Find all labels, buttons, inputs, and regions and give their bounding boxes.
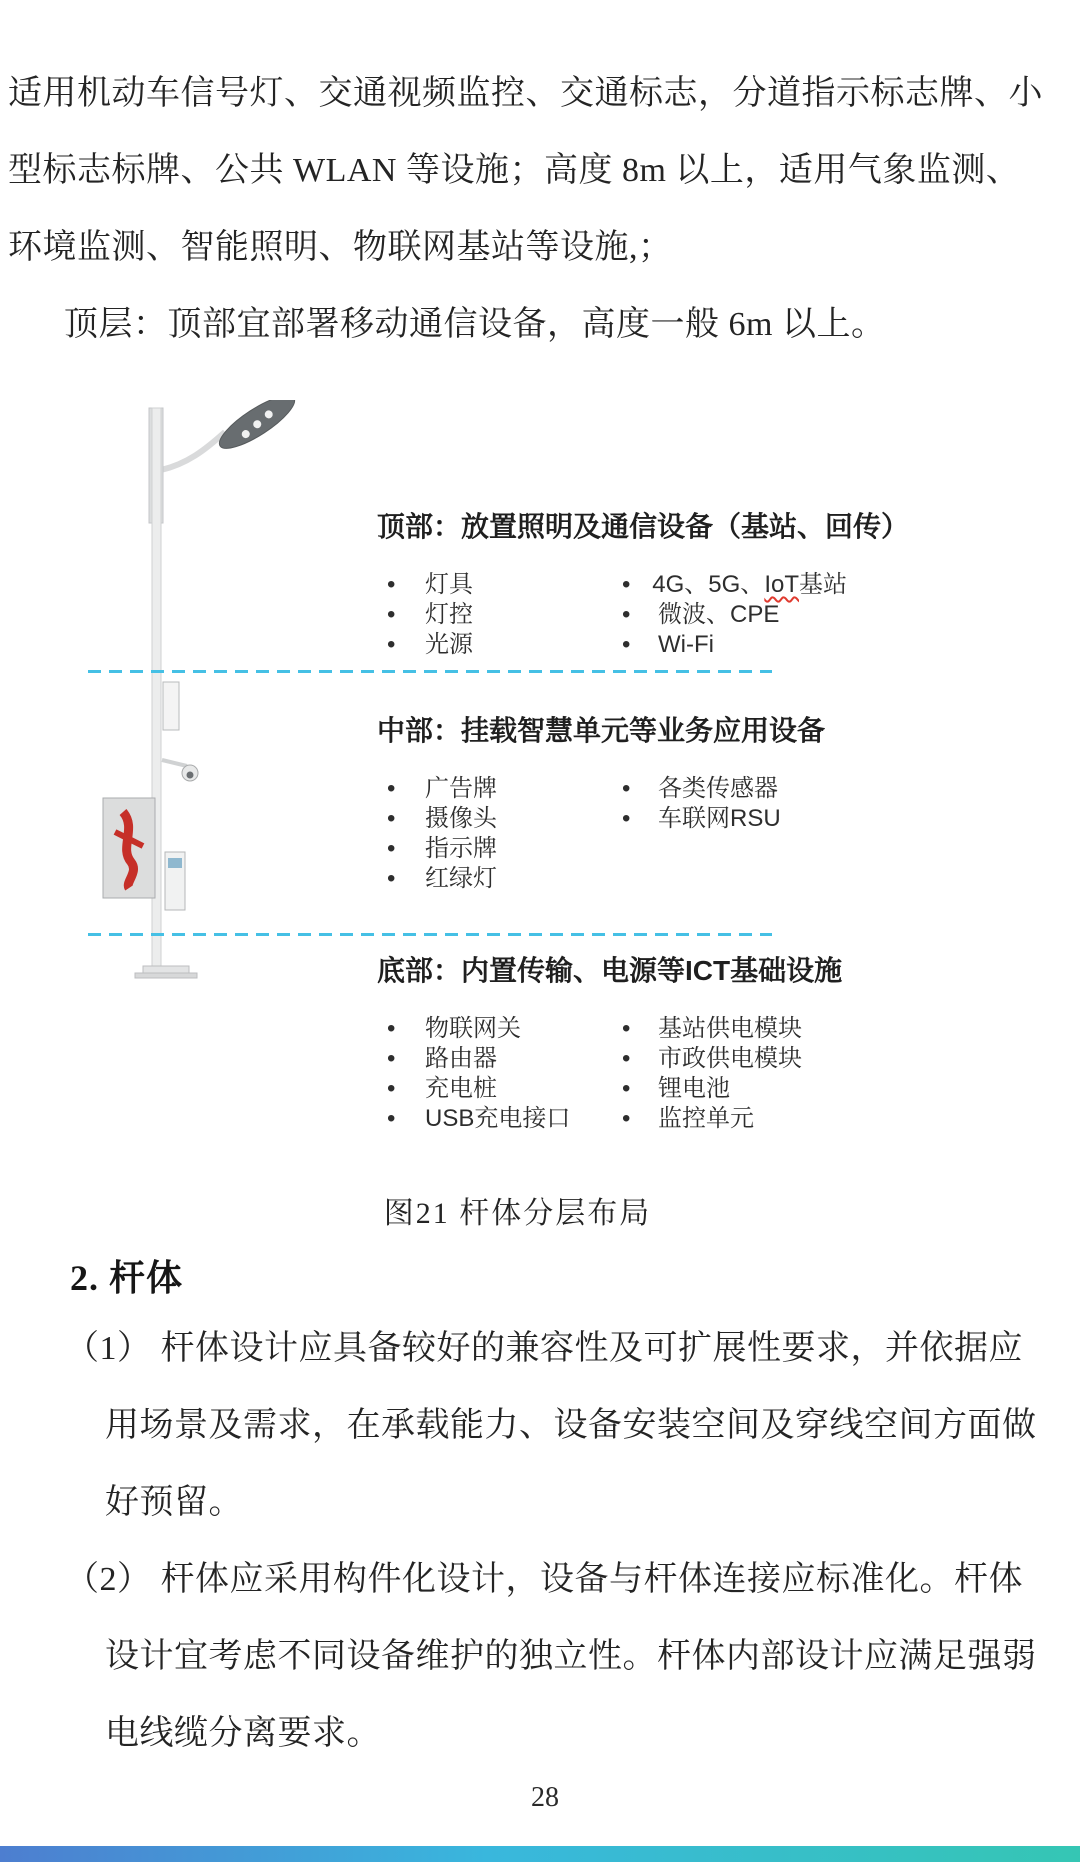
bullet-dot: • bbox=[622, 805, 631, 832]
paragraph-line: 适用机动车信号灯、交通视频监控、交通标志，分道指示标志牌、小 bbox=[8, 75, 1043, 112]
bullet-dot: • bbox=[622, 775, 631, 802]
bullet-item bbox=[383, 864, 618, 894]
bullet-label: 路由器 bbox=[425, 1045, 497, 1072]
mounted-box bbox=[163, 682, 179, 730]
bullet-dot: • bbox=[622, 1105, 631, 1132]
section-title-colon: ： bbox=[433, 955, 462, 986]
bullet-label: 指示牌 bbox=[425, 835, 497, 862]
pole-illustration bbox=[85, 400, 315, 990]
camera bbox=[162, 760, 198, 781]
bullet-dot: • bbox=[622, 1045, 631, 1072]
paragraph-line: 顶层：顶部宜部署移动通信设备，高度一般 6m 以上。 bbox=[64, 306, 886, 343]
paragraph-line: 设计宜考虑不同设备维护的独立性。杆体内部设计应满足强弱 bbox=[105, 1638, 1037, 1675]
figure-section-title bbox=[377, 952, 847, 990]
paragraph-line: 用场景及需求，在承载能力、设备安装空间及穿线空间方面做 bbox=[105, 1407, 1037, 1444]
section-title-label: 底部 bbox=[377, 955, 434, 986]
section-title-label: 中部 bbox=[377, 715, 434, 746]
bullet-dot: • bbox=[387, 1015, 396, 1042]
bullet-label: 广告牌 bbox=[425, 775, 497, 802]
figure-section-title bbox=[377, 712, 847, 750]
bullet-item bbox=[383, 774, 618, 804]
bullet-dot: • bbox=[387, 865, 396, 892]
bullet-dot: • bbox=[387, 631, 396, 658]
bullet-dot: • bbox=[387, 1075, 396, 1102]
bullet-label: 车联网RSU bbox=[658, 805, 781, 832]
paragraph-line: 型标志标牌、公共 WLAN 等设施；高度 8m 以上，适用气象监测、 bbox=[8, 152, 1021, 189]
bullet-label: 监控单元 bbox=[658, 1105, 754, 1132]
bullet-label: 4G、5G、IoT基站 bbox=[652, 571, 847, 598]
paragraph-line: （1） 杆体设计应具备较好的兼容性及可扩展性要求，并依据应 bbox=[65, 1330, 1023, 1367]
ad-sign bbox=[103, 798, 155, 898]
bullet-item bbox=[383, 804, 618, 834]
section-title-text: 放置照明及通信设备（基站、回传） bbox=[461, 511, 910, 542]
section-body bbox=[65, 1310, 1065, 1772]
bullet-dot: • bbox=[622, 601, 631, 628]
bullet-item bbox=[383, 600, 618, 630]
lamp-head bbox=[213, 400, 301, 457]
bullet-label: 光源 bbox=[425, 631, 473, 658]
bullet-label: 摄像头 bbox=[425, 805, 497, 832]
bullet-item bbox=[618, 1014, 847, 1044]
spellcheck-underlined-text: IoT bbox=[764, 571, 799, 598]
bullet-item bbox=[618, 1104, 847, 1134]
bullet-label: 灯具 bbox=[425, 571, 473, 598]
bullet-dot: • bbox=[622, 1075, 631, 1102]
bullet-label: 灯控 bbox=[425, 601, 473, 628]
bullet-list bbox=[383, 1014, 618, 1134]
bullet-item bbox=[618, 1044, 847, 1074]
bullet-label: 红绿灯 bbox=[425, 865, 497, 892]
bullet-item bbox=[383, 1074, 618, 1104]
bullet-item bbox=[618, 630, 847, 660]
bullet-dot: • bbox=[387, 775, 396, 802]
layer-divider-top bbox=[88, 670, 772, 673]
bullet-label: 各类传感器 bbox=[658, 775, 778, 802]
bullet-label: 物联网关 bbox=[425, 1015, 521, 1042]
bullet-dot: • bbox=[387, 1105, 396, 1132]
bullet-item bbox=[618, 774, 847, 804]
bullet-dot: • bbox=[387, 1045, 396, 1072]
paragraph-line: （2） 杆体应采用构件化设计，设备与杆体连接应标准化。杆体 bbox=[65, 1561, 1023, 1598]
bottom-accent-bar bbox=[0, 1846, 1080, 1862]
bullet-item bbox=[618, 804, 847, 834]
bullet-dot: • bbox=[387, 805, 396, 832]
figure-section-top bbox=[377, 508, 910, 660]
figure-section-bottom bbox=[377, 952, 847, 1134]
bullet-label: 基站供电模块 bbox=[658, 1015, 802, 1042]
section-title-colon: ： bbox=[433, 511, 462, 542]
layer-divider-bottom bbox=[88, 933, 772, 936]
bullet-dot: • bbox=[387, 835, 396, 862]
section-heading: 2. 杆体 bbox=[70, 1258, 184, 1298]
bullet-item bbox=[383, 1104, 618, 1134]
bullet-label: 市政供电模块 bbox=[658, 1045, 802, 1072]
bullet-item bbox=[383, 1044, 618, 1074]
bullet-dot: • bbox=[622, 1015, 631, 1042]
figure-section-title bbox=[377, 508, 910, 546]
paragraph-line: 好预留。 bbox=[105, 1484, 243, 1521]
bullet-label: 充电桩 bbox=[425, 1075, 497, 1102]
page-number: 28 bbox=[531, 1782, 559, 1813]
base-cabinet bbox=[165, 852, 185, 910]
figure-caption: 图21 杆体分层布局 bbox=[383, 1197, 652, 1230]
bullet-item bbox=[383, 1014, 618, 1044]
pole-base bbox=[135, 966, 197, 978]
section-title-label: 顶部 bbox=[377, 511, 434, 542]
bullet-list bbox=[618, 774, 847, 894]
bullet-item bbox=[618, 1074, 847, 1104]
bullet-item bbox=[383, 570, 618, 600]
bullet-dot: • bbox=[387, 571, 396, 598]
bullet-item bbox=[618, 600, 847, 630]
bullet-item bbox=[383, 630, 618, 660]
bullet-item bbox=[618, 570, 847, 600]
bullet-dot: • bbox=[622, 631, 631, 658]
paragraph-line: 环境监测、智能照明、物联网基站等设施,； bbox=[8, 229, 673, 266]
bullet-list bbox=[618, 1014, 847, 1134]
bullet-list bbox=[618, 570, 847, 660]
lamp-arm bbox=[161, 432, 225, 470]
section-title-text: 挂载智慧单元等业务应用设备 bbox=[461, 715, 826, 746]
bullet-item bbox=[383, 834, 618, 864]
bullet-label: Wi-Fi bbox=[658, 631, 714, 658]
section-title-colon: ： bbox=[433, 715, 462, 746]
bullet-label: 锂电池 bbox=[658, 1075, 730, 1102]
section-title-text: 内置传输、电源等ICT基础设施 bbox=[461, 955, 843, 986]
bullet-label: USB充电接口 bbox=[425, 1105, 571, 1132]
intro-paragraph bbox=[8, 55, 1072, 363]
figure-section-middle bbox=[377, 712, 847, 894]
bullet-dot: • bbox=[387, 601, 396, 628]
paragraph-line: 电线缆分离要求。 bbox=[105, 1715, 381, 1752]
bullet-dot: • bbox=[622, 571, 631, 598]
bullet-label: 微波、CPE bbox=[658, 601, 780, 628]
bullet-list bbox=[383, 774, 618, 894]
bullet-list bbox=[383, 570, 618, 660]
